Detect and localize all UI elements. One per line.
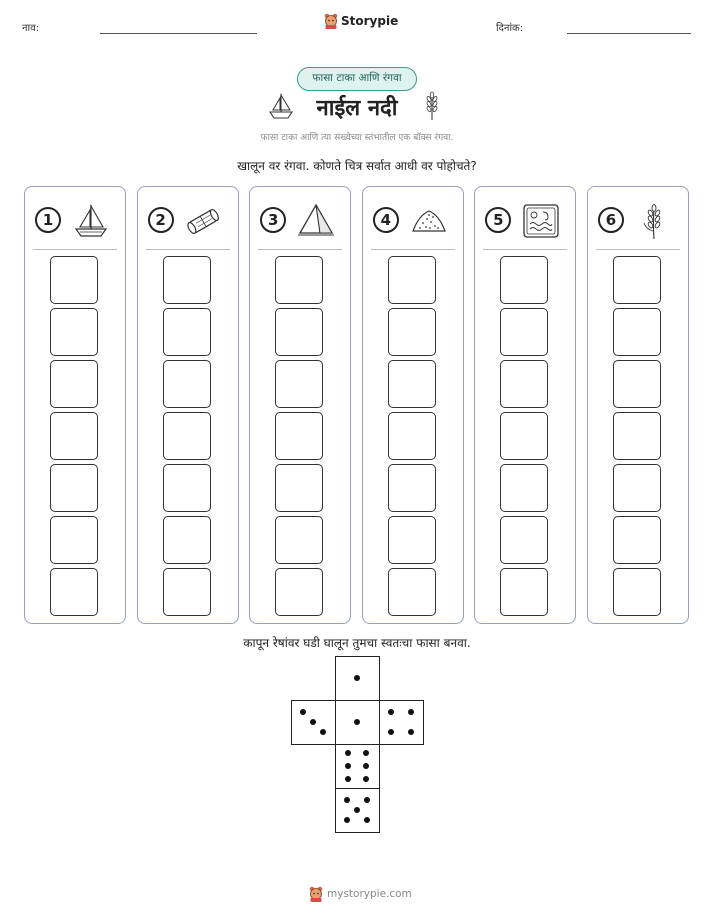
dice-pip: [388, 709, 394, 715]
column-6: [587, 186, 689, 624]
wheat-icon: [422, 90, 442, 122]
color-box[interactable]: [388, 308, 436, 356]
column-3: [249, 186, 351, 624]
color-box[interactable]: [275, 256, 323, 304]
column-divider: [146, 249, 230, 250]
instruction-text: खालून वर रंगवा. कोणते चित्र सर्वात आधी वर पोहोचते?: [237, 159, 477, 173]
color-box[interactable]: [500, 412, 548, 460]
color-box[interactable]: [500, 516, 548, 564]
dice-pip: [364, 797, 370, 803]
column-number: 5: [485, 207, 511, 233]
storypie-mascot-icon: [309, 886, 323, 902]
color-box[interactable]: [388, 412, 436, 460]
color-box[interactable]: [388, 464, 436, 512]
color-box[interactable]: [500, 360, 548, 408]
color-box[interactable]: [163, 412, 211, 460]
dice-instruction: कापून रेषांवर घडी घालून तुमचा स्वतःचा फासा बनवा.: [243, 636, 471, 650]
column-divider: [33, 249, 117, 250]
column-divider: [258, 249, 342, 250]
dice-pip: [363, 750, 369, 756]
dice-pip: [300, 709, 306, 715]
column-4: [362, 186, 464, 624]
dice-face: [379, 700, 424, 745]
color-box[interactable]: [275, 464, 323, 512]
color-box[interactable]: [500, 308, 548, 356]
color-box[interactable]: [500, 568, 548, 616]
dice-face: [291, 700, 336, 745]
color-box[interactable]: [500, 256, 548, 304]
subtitle: फासा टाका आणि त्या संख्येच्या स्तंभातील एक बॉक्स रंगवा.: [260, 133, 454, 143]
color-box[interactable]: [388, 360, 436, 408]
color-box[interactable]: [50, 308, 98, 356]
color-box[interactable]: [50, 412, 98, 460]
dice-pip: [363, 763, 369, 769]
sand-pile-icon: [409, 201, 449, 241]
color-box[interactable]: [613, 516, 661, 564]
wheat-icon: [634, 201, 674, 241]
column-header: [475, 201, 575, 243]
column-divider: [596, 249, 680, 250]
dice-pip: [345, 776, 351, 782]
color-box[interactable]: [613, 568, 661, 616]
dice-pip: [345, 750, 351, 756]
brand-name: Storypie: [341, 14, 399, 28]
storypie-mascot-icon: [324, 13, 338, 29]
dice-pip: [345, 763, 351, 769]
color-box[interactable]: [388, 256, 436, 304]
color-box[interactable]: [50, 516, 98, 564]
footer: [309, 886, 412, 902]
dice-face: [335, 788, 380, 833]
papyrus-scroll-icon: [184, 201, 224, 241]
column-header: [138, 201, 238, 243]
date-label: दिनांक:: [496, 23, 524, 34]
dice-pip: [354, 807, 360, 813]
column-1: [24, 186, 126, 624]
color-box[interactable]: [275, 360, 323, 408]
color-box[interactable]: [275, 516, 323, 564]
column-number: 2: [148, 207, 174, 233]
color-box[interactable]: [275, 308, 323, 356]
color-box[interactable]: [163, 308, 211, 356]
column-number: 6: [598, 207, 624, 233]
dice-pip: [354, 675, 360, 681]
color-box[interactable]: [50, 464, 98, 512]
color-box[interactable]: [613, 308, 661, 356]
color-box[interactable]: [163, 360, 211, 408]
column-2: [137, 186, 239, 624]
dice-face: [335, 700, 380, 745]
column-number: 1: [35, 207, 61, 233]
pyramid-icon: [296, 201, 336, 241]
name-label: नाव:: [22, 23, 40, 34]
color-box[interactable]: [388, 516, 436, 564]
column-header: [250, 201, 350, 243]
dice-pip: [364, 817, 370, 823]
brand-logo: [324, 13, 398, 29]
dice-face: [335, 656, 380, 701]
color-box[interactable]: [50, 256, 98, 304]
column-5: [474, 186, 576, 624]
color-box[interactable]: [163, 516, 211, 564]
color-box[interactable]: [163, 568, 211, 616]
dice-pip: [363, 776, 369, 782]
color-box[interactable]: [163, 464, 211, 512]
name-field-line[interactable]: [100, 33, 257, 34]
color-box[interactable]: [50, 568, 98, 616]
footer-url[interactable]: mystorypie.com: [327, 888, 412, 900]
color-box[interactable]: [500, 464, 548, 512]
color-box[interactable]: [613, 464, 661, 512]
dice-pip: [408, 729, 414, 735]
color-box[interactable]: [163, 256, 211, 304]
dice-pip: [408, 709, 414, 715]
date-field-line[interactable]: [567, 33, 691, 34]
column-number: 4: [373, 207, 399, 233]
dice-pip: [354, 719, 360, 725]
column-divider: [371, 249, 455, 250]
hieroglyph-tablet-icon: [521, 201, 561, 241]
dice-pip: [320, 729, 326, 735]
column-header: [25, 201, 125, 243]
page-title: नाईल नदी: [316, 96, 398, 121]
sailboat-icon: [71, 201, 111, 241]
color-box[interactable]: [388, 568, 436, 616]
dice-pip: [388, 729, 394, 735]
color-box[interactable]: [613, 412, 661, 460]
column-number: 3: [260, 207, 286, 233]
color-box[interactable]: [613, 360, 661, 408]
dice-pip: [344, 817, 350, 823]
sailboat-icon: [268, 92, 294, 120]
activity-tag: फासा टाका आणि रंगवा: [297, 67, 417, 91]
color-box[interactable]: [275, 412, 323, 460]
dice-pip: [310, 719, 316, 725]
column-header: [588, 201, 688, 243]
column-header: [363, 201, 463, 243]
dice-face: [335, 744, 380, 789]
dice-pip: [344, 797, 350, 803]
column-divider: [483, 249, 567, 250]
color-box[interactable]: [275, 568, 323, 616]
color-box[interactable]: [613, 256, 661, 304]
color-box[interactable]: [50, 360, 98, 408]
